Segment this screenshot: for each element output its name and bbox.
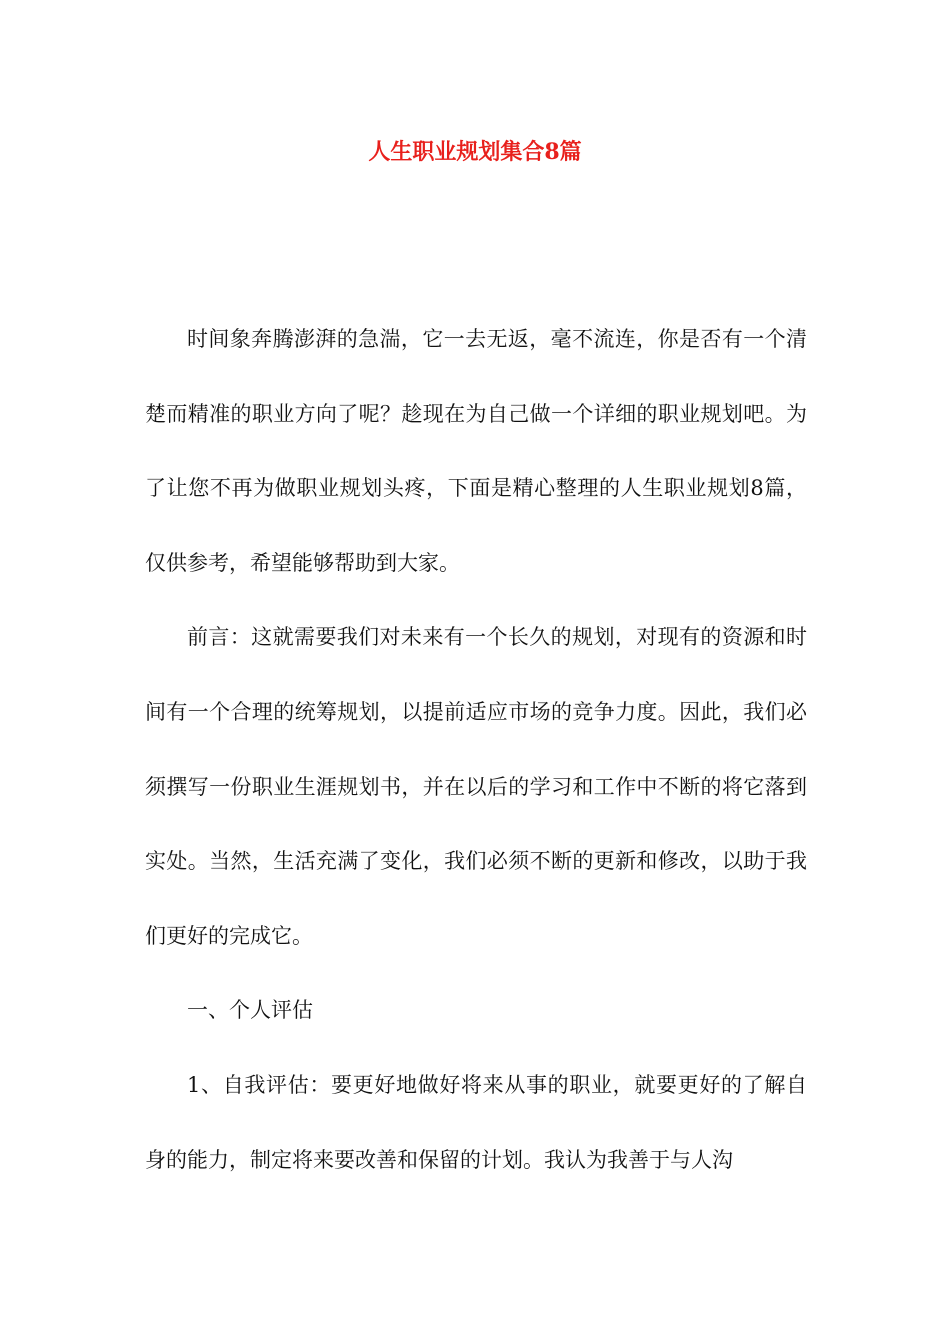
paragraph-preface: 前言：这就需要我们对未来有一个长久的规划，对现有的资源和时间有一个合理的统筹规划，以提前适应市场的竞争力度。因此，我们必须撰写一份职业生涯规划书，并在以后的学习和工作中不断的将它落到实处。当然，生活充满了变化，我们必须不断的更新和修改，以助于我们更好的完成它。 — [145, 625, 807, 948]
document-title: 人生职业规划集合8篇 — [368, 139, 582, 165]
paragraph-intro: 时间象奔腾澎湃的急湍，它一去无返，毫不流连，你是否有一个清楚而精准的职业方向了呢？趁现在为自己做一个详细的职业规划吧。为了让您不再为做职业规划头疼，下面是精心整理的人生职业规划8篇，仅供参考，希望能够帮助到大家。 — [145, 327, 807, 575]
section-heading-personal-assessment: 一、个人评估 — [187, 998, 313, 1023]
document-body — [145, 302, 807, 1197]
paragraph-self-assessment: 1、自我评估：要更好地做好将来从事的职业，就要更好的了解自身的能力，制定将来要改善和保留的计划。我认为我善于与人沟 — [145, 1072, 807, 1172]
